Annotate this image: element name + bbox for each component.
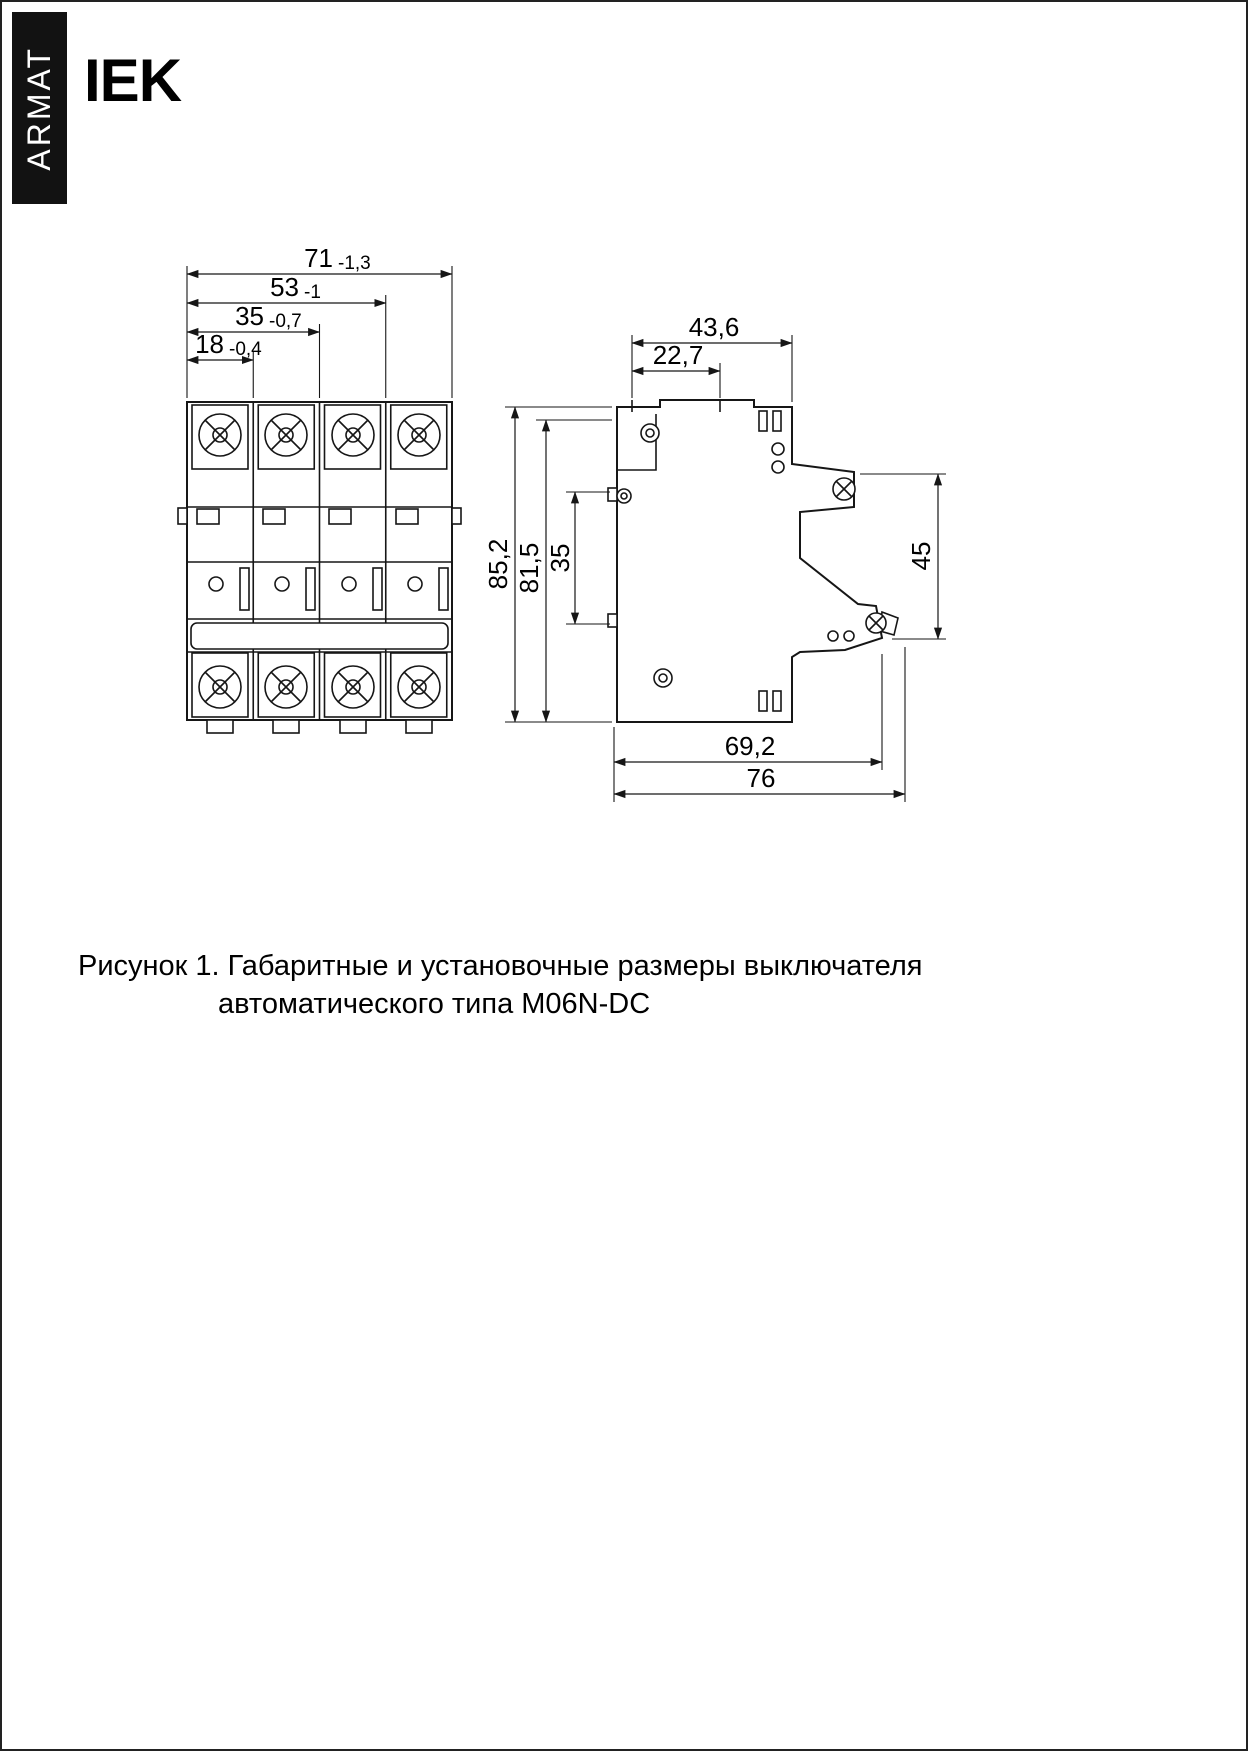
- figure-caption-line1: Рисунок 1. Габаритные и установочные размеры выключателя: [78, 950, 923, 982]
- handle-bar: [191, 623, 448, 649]
- dim-18-value: 18: [195, 329, 224, 359]
- terminal-screw-icon: [398, 414, 440, 456]
- rivet-icon: [617, 489, 631, 503]
- mounting-screw-icon: [833, 478, 855, 500]
- dimension-drawing: [2, 2, 1248, 882]
- dim-18-tolerance: -0,4: [229, 339, 262, 360]
- dim-35-value: 35: [235, 301, 264, 331]
- dim-69-2: 69,2: [724, 731, 776, 761]
- dim-85-2: 85,2: [483, 538, 513, 590]
- dim-53-value: 53: [270, 272, 299, 302]
- din-latch-icon: [866, 612, 898, 635]
- dim-35-tolerance: -0,7: [269, 311, 302, 332]
- terminal-screw-icon: [332, 414, 374, 456]
- dim-71-tolerance: -1,3: [338, 253, 371, 274]
- rivet-icon: [641, 424, 659, 442]
- armat-brand-text: ARMAT: [21, 45, 57, 171]
- rivet-icon: [654, 669, 672, 687]
- terminal-screw-icon: [265, 666, 307, 708]
- dim-53-tolerance: -1: [304, 282, 321, 303]
- dim-45: 45: [906, 541, 936, 571]
- iek-logo: IEK: [84, 47, 182, 114]
- terminal-screw-icon: [265, 414, 307, 456]
- terminal-screw-icon: [332, 666, 374, 708]
- dim-22-7: 22,7: [652, 340, 704, 370]
- front-view-drawing: [178, 402, 461, 733]
- side-view-drawing: [608, 400, 898, 722]
- figure-caption: [78, 947, 922, 1023]
- dim-81-5: 81,5: [514, 542, 544, 594]
- dim-35-side: 35: [545, 543, 575, 573]
- terminal-screw-icon: [398, 666, 440, 708]
- figure-caption-line2: автоматического типа M06N-DC: [218, 988, 651, 1020]
- terminal-screw-icon: [199, 666, 241, 708]
- terminal-screw-icon: [199, 414, 241, 456]
- dim-76: 76: [746, 763, 776, 793]
- dim-71-value: 71: [304, 243, 333, 273]
- front-view-dimensions: [187, 243, 452, 398]
- dim-43-6: 43,6: [688, 312, 740, 342]
